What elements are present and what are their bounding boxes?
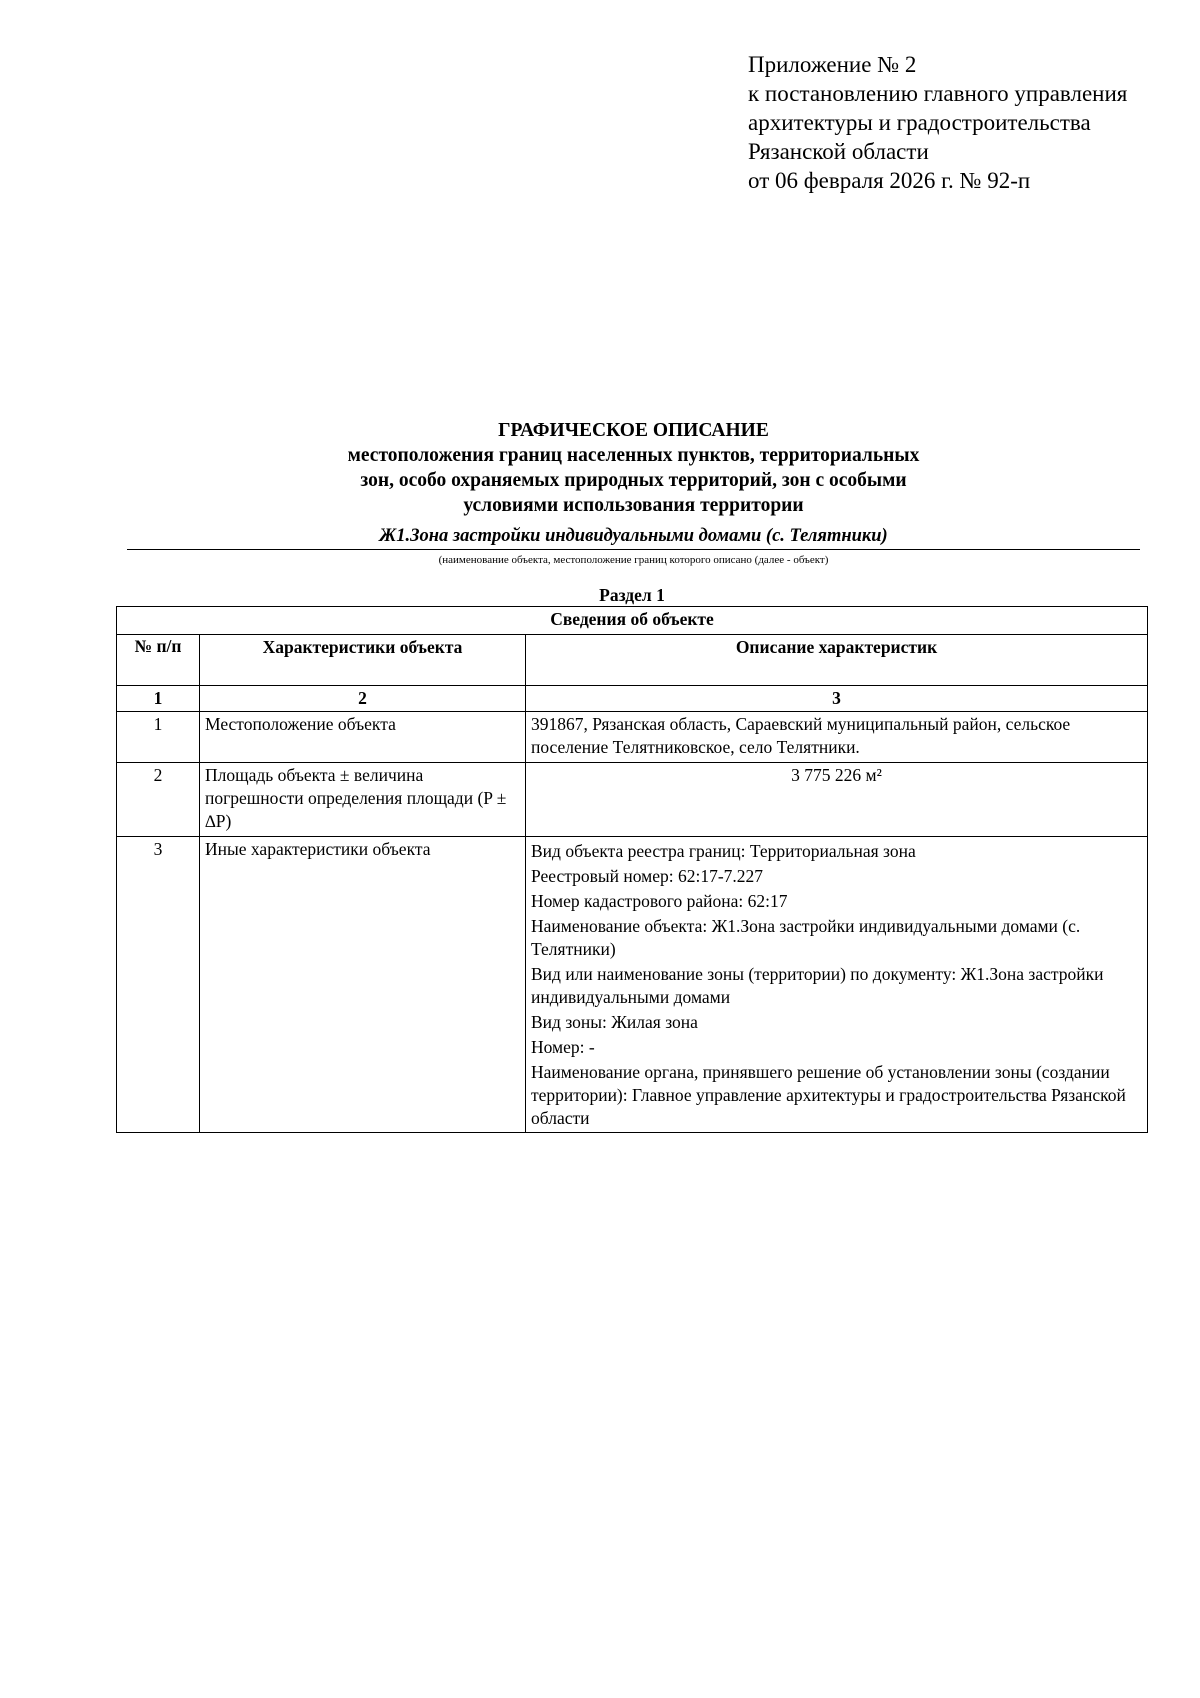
title-subtitle-line-2: зон, особо охраняемых природных территорий, зон с особыми bbox=[360, 470, 907, 491]
header-description: Описание характеристик bbox=[526, 635, 1148, 686]
description-line: Наименование органа, принявшего решение об установлении зоны (создании территории): Главное управление архитектуры и градостроительства Рязанской области bbox=[531, 1062, 1126, 1128]
table-row bbox=[117, 763, 1148, 837]
appendix-number: Приложение № 2 bbox=[748, 52, 917, 77]
header-num: № п/п bbox=[117, 635, 200, 686]
row-characteristic: Иные характеристики объекта bbox=[200, 837, 526, 1133]
description-line: Вид зоны: Жилая зона bbox=[531, 1012, 698, 1032]
row-characteristic: Местоположение объекта bbox=[200, 712, 526, 763]
description-line: Номер кадастрового района: 62:17 bbox=[531, 891, 788, 911]
appendix-decree-line: к постановлению главного управления bbox=[748, 81, 1128, 106]
row-characteristic: Площадь объекта ± величина погрешности определения площади (P ± ∆P) bbox=[200, 763, 526, 837]
title-subtitle-line-3: условиями использования территории bbox=[463, 495, 804, 516]
appendix-region-line: Рязанской области bbox=[748, 139, 929, 164]
object-info-table bbox=[116, 606, 1148, 1133]
column-number: 3 bbox=[526, 686, 1148, 712]
row-description-list bbox=[526, 837, 1148, 1133]
description-line: Наименование объекта: Ж1.Зона застройки индивидуальными домами (с. Телятники) bbox=[531, 916, 1081, 959]
table-caption-row bbox=[117, 607, 1148, 635]
section-label: Раздел 1 bbox=[599, 585, 665, 605]
appendix-header bbox=[748, 50, 1127, 195]
table-row bbox=[117, 837, 1148, 1133]
header-characteristic: Характеристики объекта bbox=[200, 635, 526, 686]
description-line: Реестровый номер: 62:17-7.227 bbox=[531, 866, 764, 886]
title-main: ГРАФИЧЕСКОЕ ОПИСАНИЕ bbox=[498, 420, 769, 441]
object-name-underline bbox=[127, 549, 1140, 550]
row-description: 391867, Рязанская область, Сараевский муниципальный район, сельское поселение Телятниковское, село Телятники. bbox=[526, 712, 1148, 763]
description-line: Вид или наименование зоны (территории) по документу: Ж1.Зона застройки индивидуальными домами bbox=[531, 964, 1104, 1007]
row-num: 1 bbox=[117, 712, 200, 763]
description-line: Номер: - bbox=[531, 1037, 595, 1057]
description-line: Вид объекта реестра границ: Территориальная зона bbox=[531, 841, 916, 861]
table-row bbox=[117, 712, 1148, 763]
column-number: 1 bbox=[117, 686, 200, 712]
table-header-row bbox=[117, 635, 1148, 686]
object-name-caption: (наименование объекта, местоположение границ которого описано (далее - объект) bbox=[438, 554, 829, 566]
document-title bbox=[127, 418, 1140, 518]
row-num: 2 bbox=[117, 763, 200, 837]
column-number-row bbox=[117, 686, 1148, 712]
row-num: 3 bbox=[117, 837, 200, 1133]
title-subtitle-line-1: местоположения границ населенных пунктов, территориальных bbox=[347, 445, 920, 466]
row-description-area: 3 775 226 м² bbox=[526, 763, 1148, 837]
column-number: 2 bbox=[200, 686, 526, 712]
appendix-authority-line: архитектуры и градостроительства bbox=[748, 110, 1091, 135]
object-name: Ж1.Зона застройки индивидуальными домами (с. Телятники) bbox=[379, 526, 888, 546]
appendix-date-line: от 06 февраля 2026 г. № 92-п bbox=[748, 168, 1031, 193]
table-caption: Сведения об объекте bbox=[117, 607, 1148, 635]
